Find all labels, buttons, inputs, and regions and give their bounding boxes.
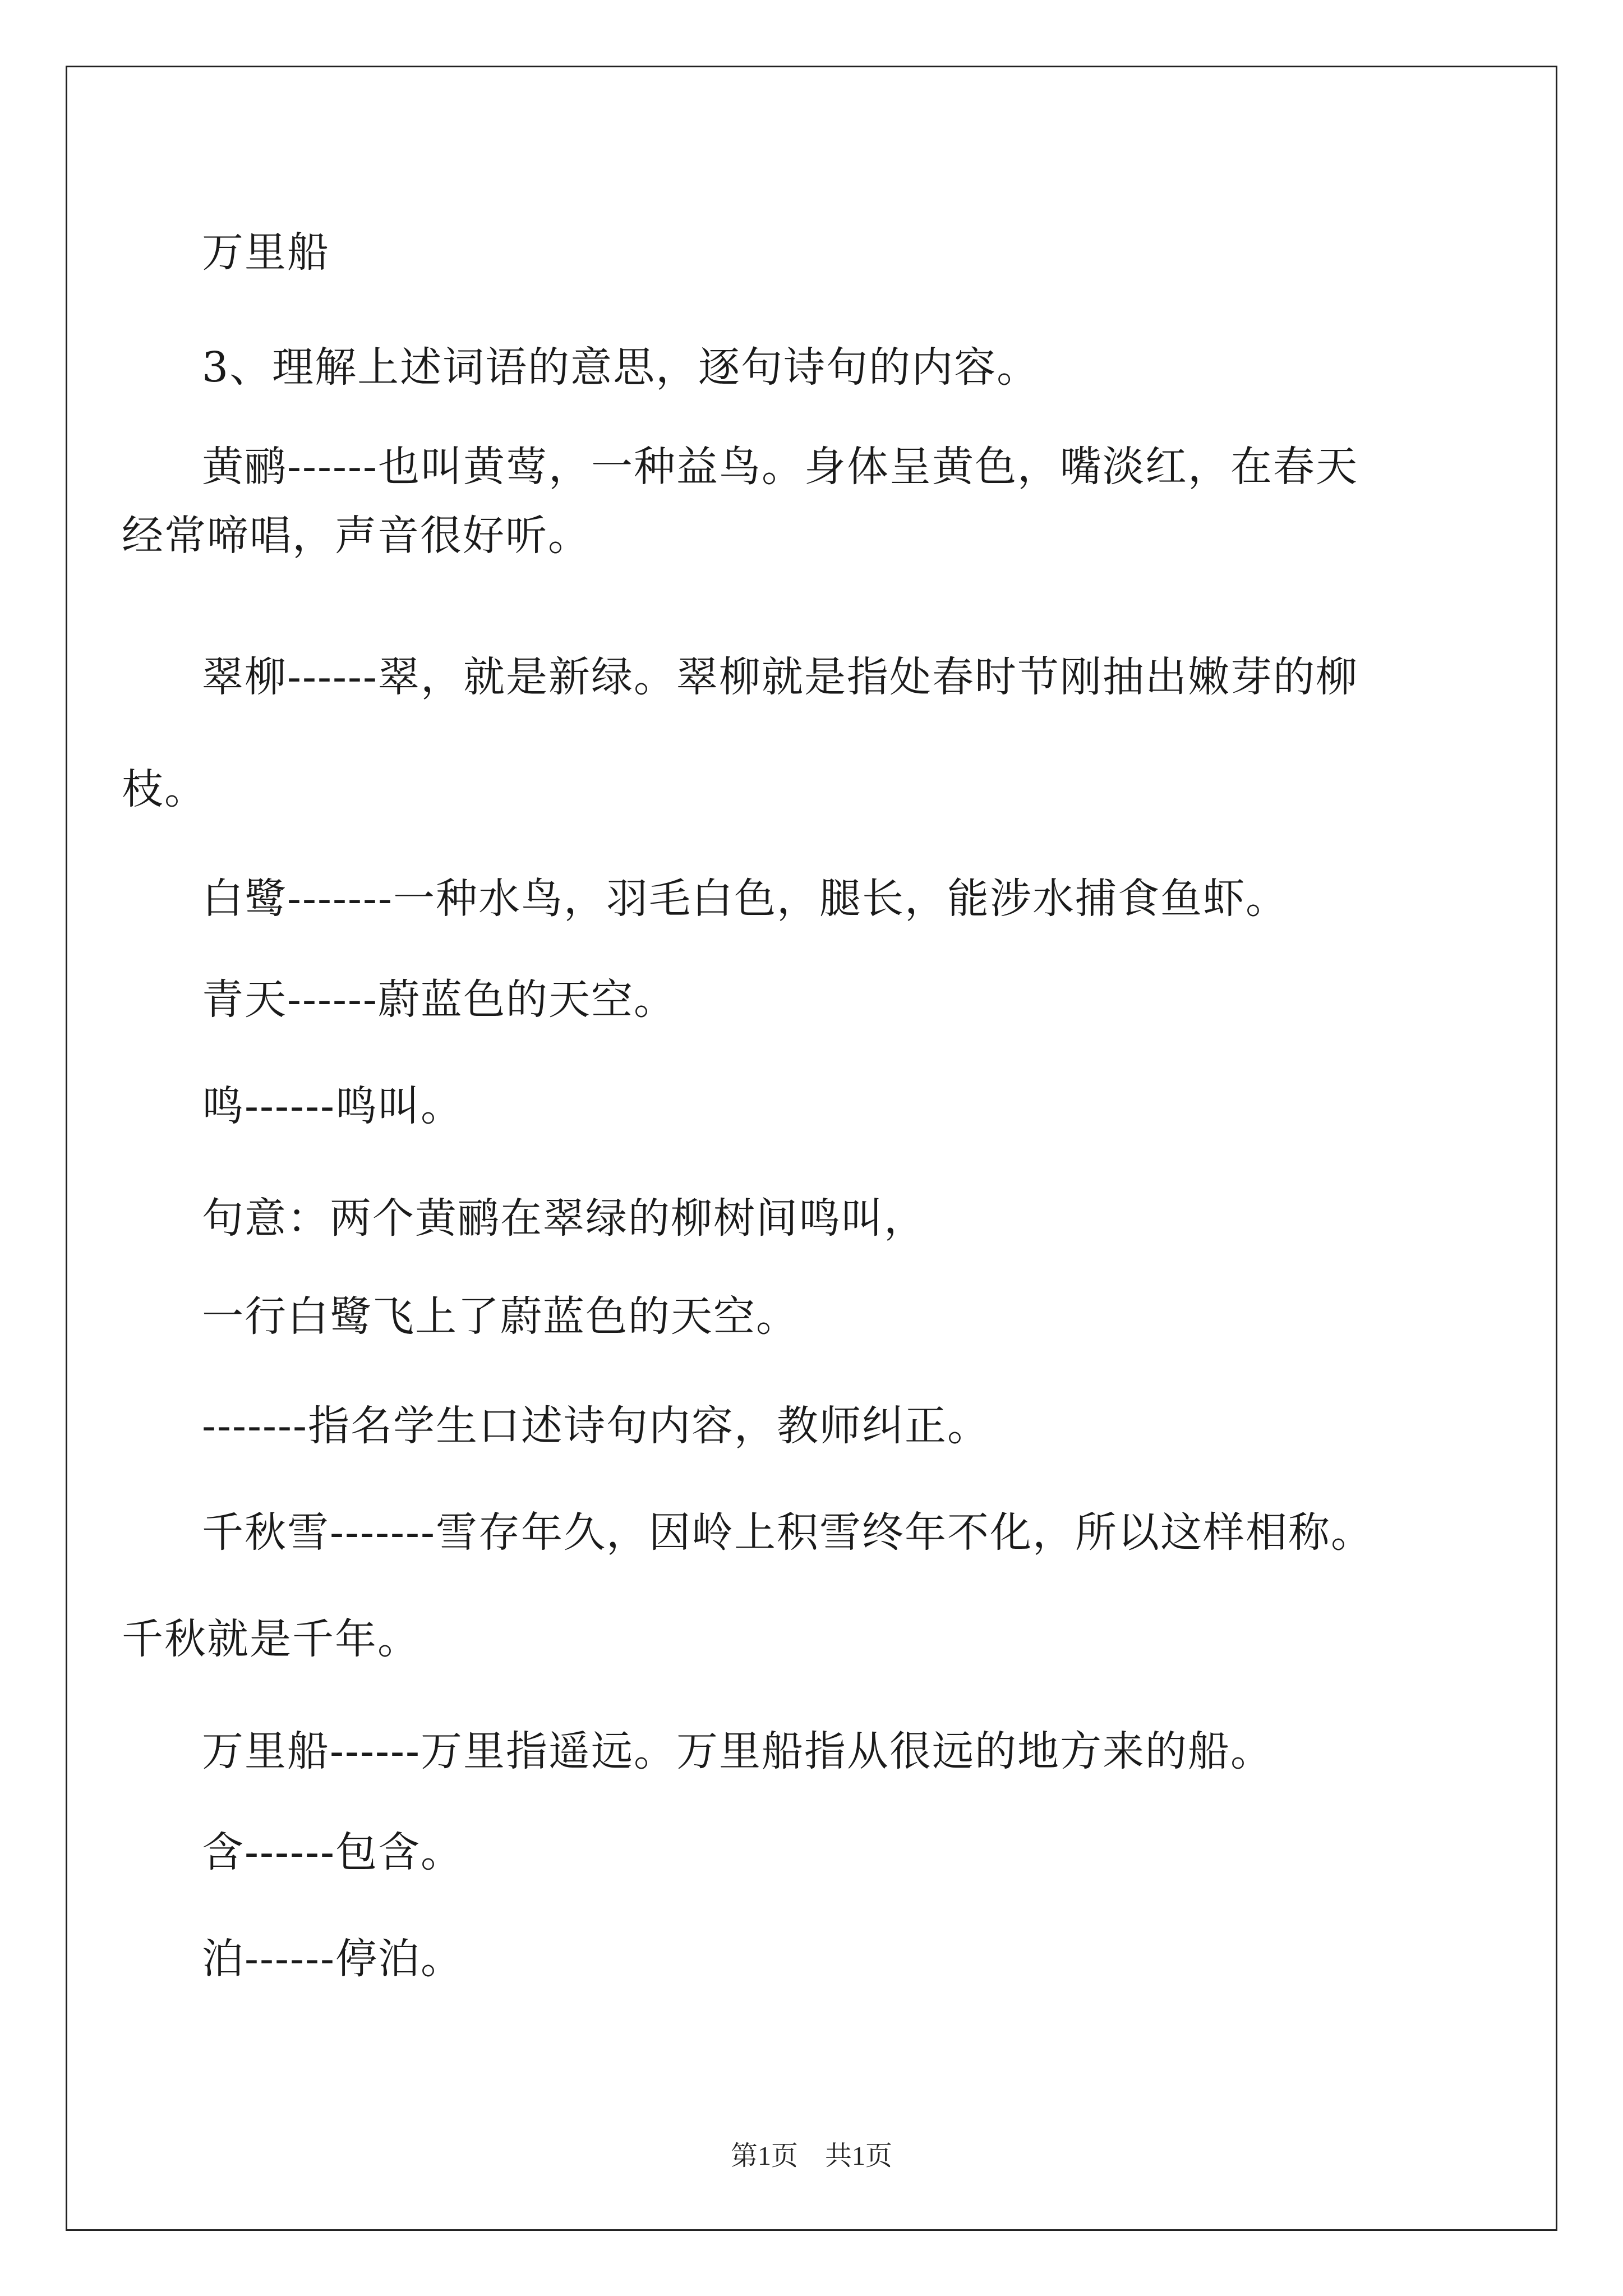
text-line: -------指名学生口述诗句内容，教师纠正。 xyxy=(202,1402,990,1450)
text-line: 经常啼唱，声音很好听。 xyxy=(122,512,591,560)
text-line: 万里船------万里指遥远。万里船指从很远的地方来的船。 xyxy=(202,1727,1274,1775)
text-line: 黄鹂------也叫黄莺，一种益鸟。身体呈黄色，嘴淡红，在春天 xyxy=(202,443,1359,491)
text-line: 翠柳------翠，就是新绿。翠柳就是指处春时节刚抽出嫩芽的柳 xyxy=(202,653,1359,701)
text-line: 含------包含。 xyxy=(202,1828,464,1876)
text-line: 句意：两个黄鹂在翠绿的柳树间鸣叫， xyxy=(202,1194,926,1243)
text-line: 青天------蔚蓝色的天空。 xyxy=(202,976,677,1024)
text-line: 泊------停泊。 xyxy=(202,1935,464,1983)
text-line: 3、理解上述词语的意思，逐句诗句的内容。 xyxy=(202,343,1040,392)
page-footer xyxy=(0,2134,1623,2173)
page-number: 第1页 xyxy=(730,2141,798,2171)
text-line: 千秋雪-------雪存年久，因岭上积雪终年不化，所以这样相称。 xyxy=(202,1508,1374,1557)
text-line: 枝。 xyxy=(122,765,207,813)
text-line: 万里船 xyxy=(202,228,330,277)
text-line: 白鹭-------一种水鸟，羽毛白色，腿长，能涉水捕食鱼虾。 xyxy=(202,875,1289,923)
page-total: 共1页 xyxy=(825,2141,893,2171)
text-line: 一行白鹭飞上了蔚蓝色的天空。 xyxy=(202,1292,799,1341)
text-line: 鸣------鸣叫。 xyxy=(202,1082,464,1130)
text-line: 千秋就是千年。 xyxy=(122,1615,420,1663)
